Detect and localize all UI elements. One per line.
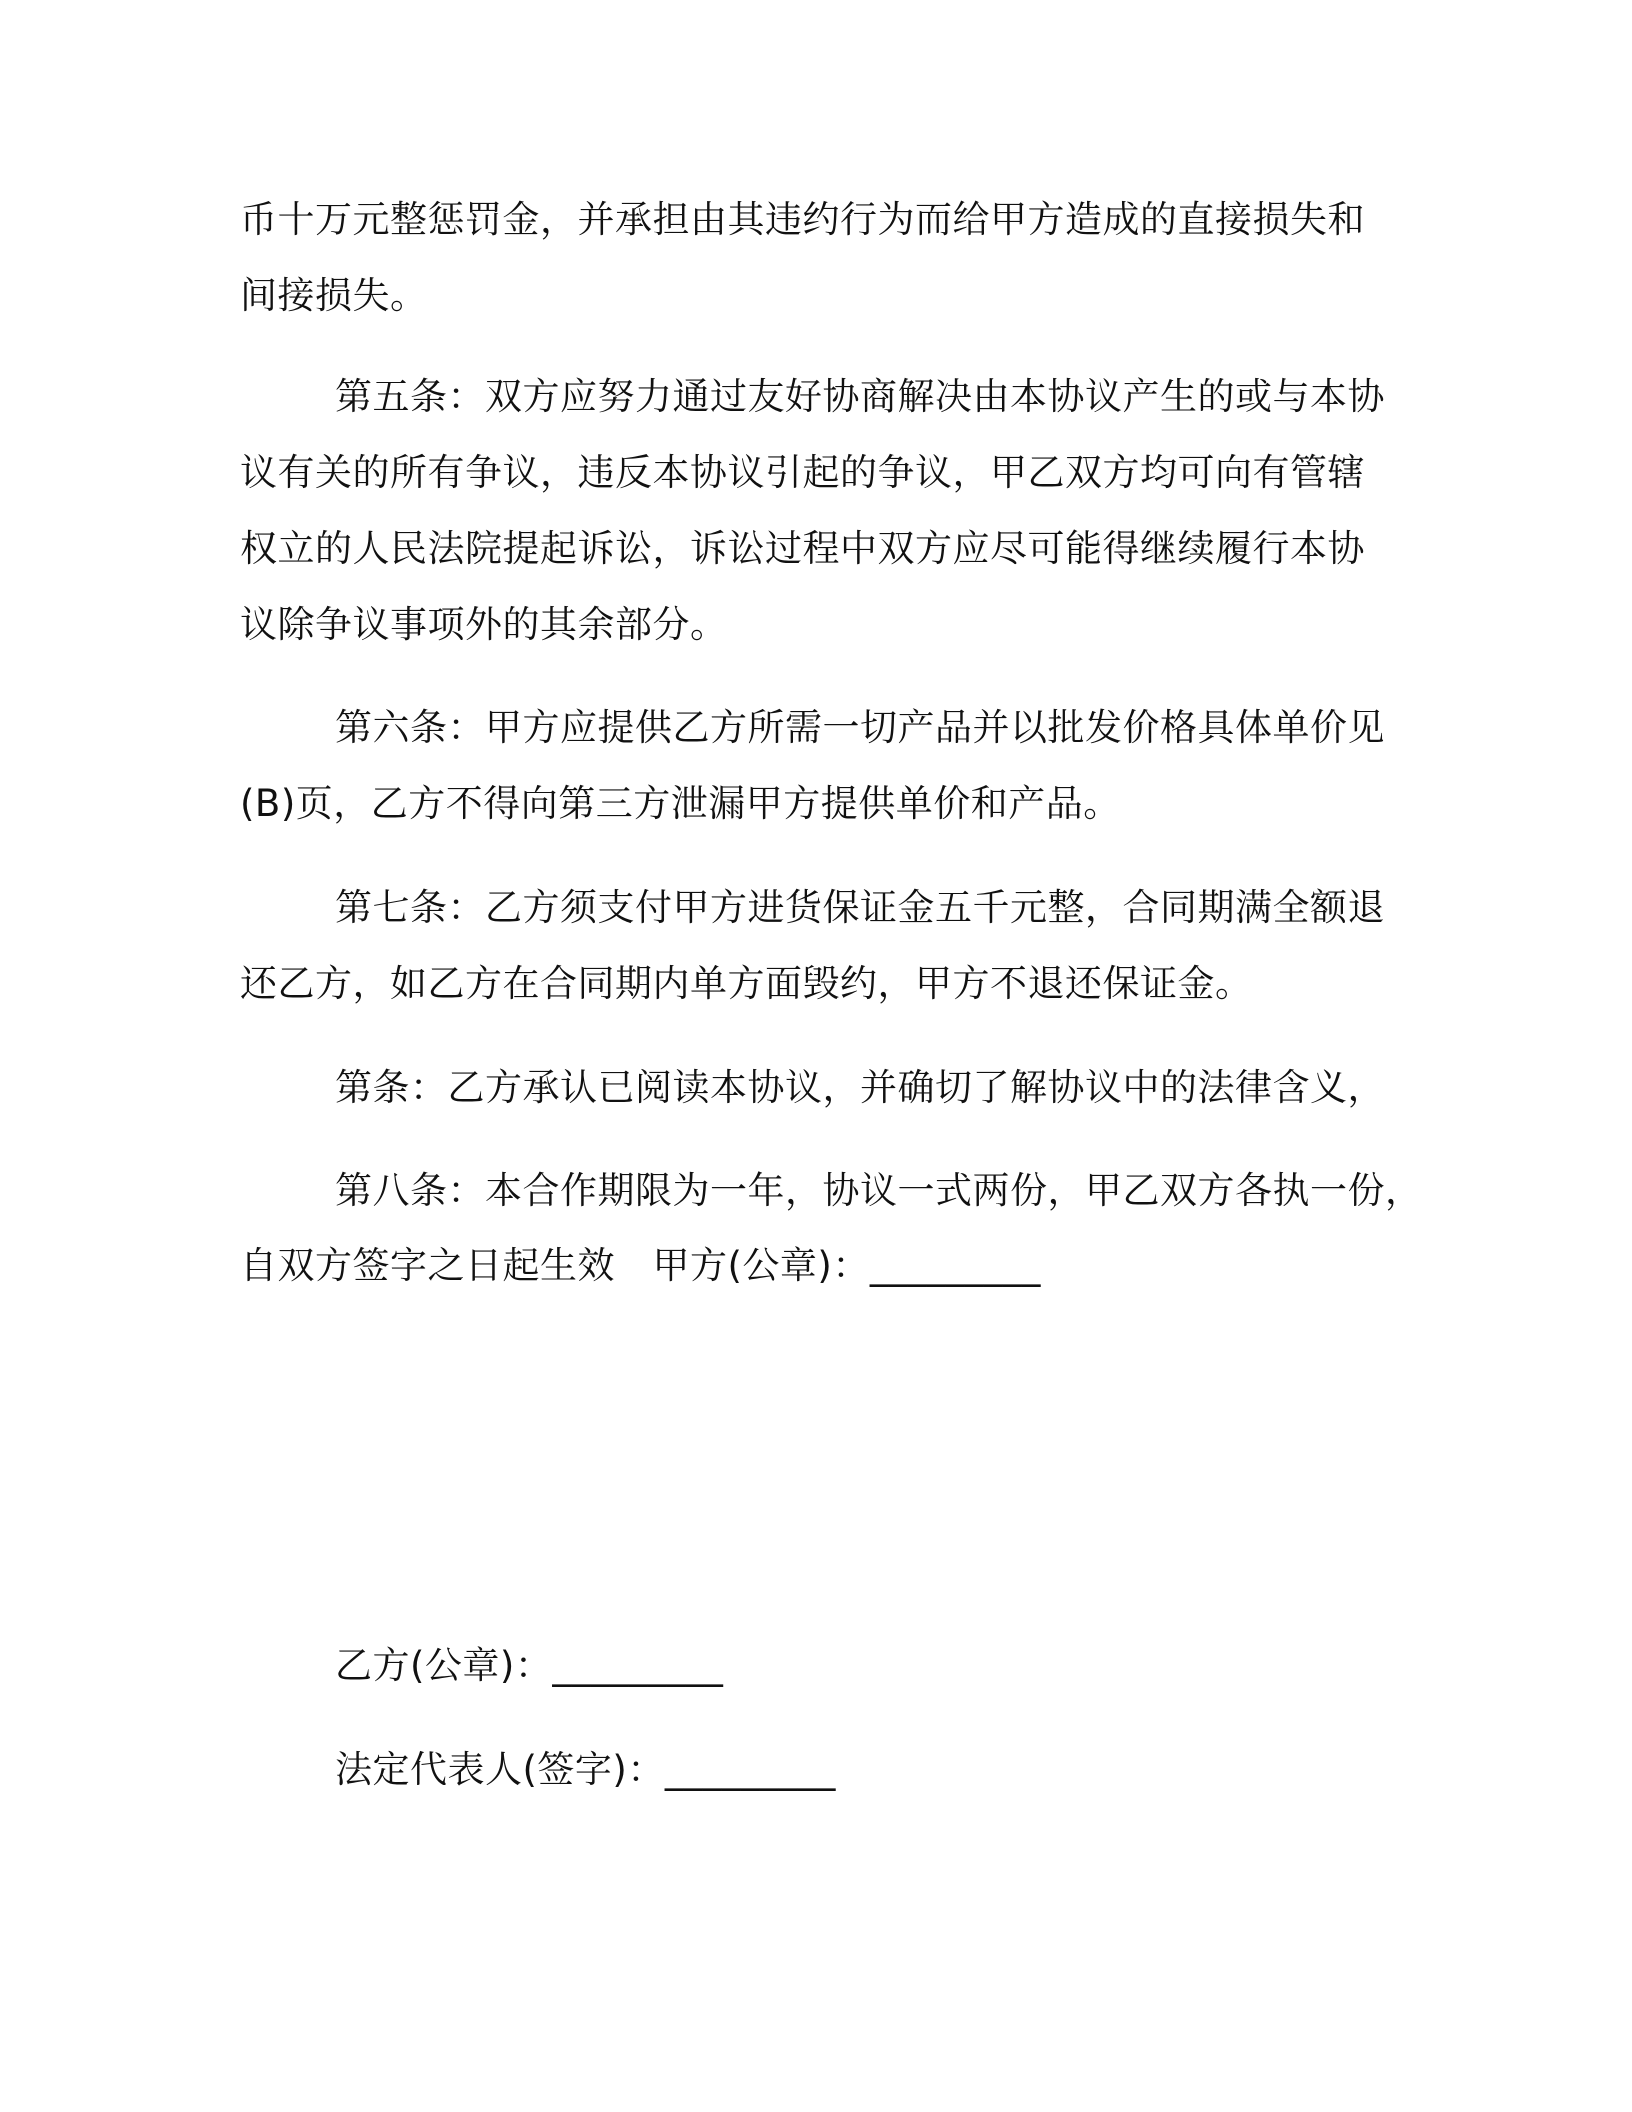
article-7-heading-line: 第七条：乙方须支付甲方进货保证金五千元整，合同期满全额退 <box>335 886 1385 929</box>
article-unnumbered-line: 第条：乙方承认已阅读本协议，并确切了解协议中的法律含义， <box>335 1066 1385 1109</box>
paragraph-line: 议有关的所有争议，违反本协议引起的争议，甲乙双方均可向有管辖 <box>240 451 1365 494</box>
article-8-heading-line: 第八条：本合作期限为一年，协议一式两份，甲乙双方各执一份， <box>335 1169 1423 1212</box>
paragraph-line: 还乙方，如乙方在合同期内单方面毁约，甲方不退还保证金。 <box>240 962 1253 1005</box>
paragraph-line: 议除争议事项外的其余部分。 <box>240 603 728 646</box>
paragraph-line: 币十万元整惩罚金，并承担由其违约行为而给甲方造成的直接损失和 <box>240 198 1365 241</box>
article-5-heading-line: 第五条：双方应努力通过友好协商解决由本协议产生的或与本协 <box>335 375 1385 418</box>
article-6-heading-line: 第六条：甲方应提供乙方所需一切产品并以批发价格具体单价见 <box>335 706 1385 749</box>
legal-representative-signature-line: 法定代表人(签字)：_________ <box>335 1748 836 1791</box>
party-b-seal-line: 乙方(公章)：_________ <box>335 1644 724 1687</box>
party-a-seal-line: 自双方签字之日起生效 甲方(公章)：_________ <box>240 1244 1041 1287</box>
paragraph-line: 间接损失。 <box>240 274 428 317</box>
paragraph-line: 权立的人民法院提起诉讼，诉讼过程中双方应尽可能得继续履行本协 <box>240 527 1365 570</box>
paragraph-line: (B)页，乙方不得向第三方泄漏甲方提供单价和产品。 <box>240 782 1121 825</box>
